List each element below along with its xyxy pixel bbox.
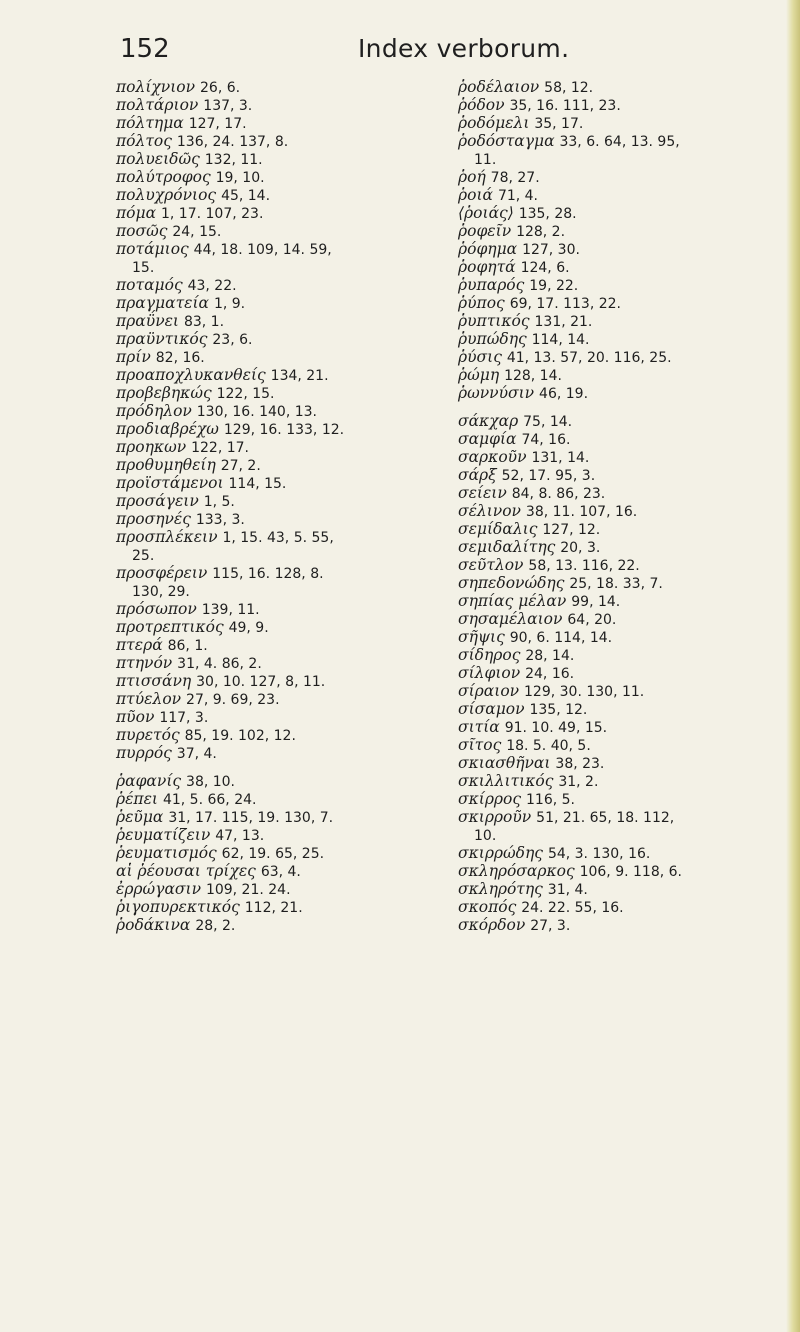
entry-headword: προσφέρειν [116,564,208,582]
index-entry [116,474,446,492]
index-entry [116,294,446,312]
entry-headword: πτηνόν [116,654,173,672]
entry-references: 86, 1. [167,638,208,654]
entry-headword: πρόσωπον [116,600,197,618]
entry-headword: ῥοδέλαιον [458,78,540,96]
entry-headword: ῥέπει [116,790,159,808]
entry-references: 1, 9. [213,296,246,312]
entry-references: 41, 5. 66, 24. [162,792,257,808]
index-entry [458,384,768,402]
index-entry [458,150,768,168]
entry-headword: σίδηρος [458,646,521,664]
entry-references: 136, 24. 137, 8. [176,134,289,150]
index-entry [116,600,446,618]
index-entry [458,114,768,132]
entry-references: 128, 2. [516,224,566,240]
entry-headword: πῦον [116,708,155,726]
entry-references: 58, 13. 116, 22. [528,558,640,574]
entry-references: 27, 2. [220,458,261,474]
entry-headword: ῥοδόσταγμα [458,132,555,150]
entry-headword: σίλφιον [458,664,521,682]
index-entry [116,312,446,330]
entry-references: 44, 18. 109, 14. 59, [193,242,332,258]
entry-headword: ῥόδον [458,96,505,114]
entry-references: 122, 15. [216,386,275,402]
entry-references: 135, 28. [518,206,577,222]
index-entry [116,708,446,726]
entry-headword: πρίν [116,348,151,366]
entry-references: 133, 3. [195,512,245,528]
entry-references: 106, 9. 118, 6. [579,864,682,880]
entry-headword: πραγματεία [116,294,210,312]
index-entry [116,790,446,808]
entry-references: 52, 17. 95, 3. [501,468,596,484]
entry-references: 23, 6. [212,332,253,348]
entry-headword: προτρεπτικός [116,618,224,636]
index-entry [458,222,768,240]
entry-headword: προϊστάμενοι [116,474,224,492]
index-entry [458,312,768,330]
index-entry [116,862,446,880]
index-entry [116,510,446,528]
entry-references: 124, 6. [520,260,570,276]
entry-headword: πυρετός [116,726,180,744]
entry-references: 46, 19. [539,386,589,402]
entry-references: 112, 21. [244,900,303,916]
page-header [120,34,750,70]
page-edge [786,0,800,1332]
entry-references: 28, 14. [525,648,575,664]
entry-references: 1, 5. [203,494,235,510]
entry-references: 99, 14. [571,594,621,610]
index-entry [116,240,446,258]
entry-references: 11. [474,152,497,168]
entry-headword: ῥευματισμός [116,844,217,862]
entry-headword: ῥοδάκινα [116,916,191,934]
entry-references: 130, 29. [132,584,190,600]
entry-references: 45, 14. [221,188,271,204]
entry-headword: σείειν [458,484,507,502]
entry-references: 82, 16. [155,350,205,366]
entry-references: 74, 16. [521,432,571,448]
entry-references: 116, 5. [526,792,575,808]
index-entry [116,898,446,916]
entry-headword: πραΰνει [116,312,180,330]
index-entry [116,150,446,168]
index-entry [458,448,768,466]
index-entry [116,916,446,934]
index-entry [116,222,446,240]
index-entry [458,700,768,718]
index-entry [116,546,446,564]
entry-references: 26, 6. [200,80,241,96]
index-entry [116,672,446,690]
entry-references: 47, 13. [215,828,265,844]
entry-references: 25. [132,548,155,564]
entry-references: 139, 11. [201,602,260,618]
index-entry [116,880,446,898]
entry-references: 20, 3. [560,540,601,556]
entry-references: 30, 10. 127, 8, 11. [196,674,326,690]
entry-references: 109, 21. 24. [205,882,291,898]
entry-headword: πόμα [116,204,157,222]
index-entry [116,456,446,474]
entry-headword: προσάγειν [116,492,199,510]
index-entry [458,276,768,294]
entry-headword: σκίρρος [458,790,522,808]
index-entry [458,294,768,312]
entry-references: 129, 16. 133, 12. [223,422,345,438]
entry-references: 58, 12. [544,80,594,96]
entry-references: 117, 3. [159,710,209,726]
index-entry [116,402,446,420]
index-entry [116,132,446,150]
entry-references: 31, 17. 115, 19. 130, 7. [168,810,334,826]
entry-headword: σκιασθῆναι [458,754,551,772]
index-entry [116,726,446,744]
index-column-left [116,78,446,934]
entry-references: 24. 22. 55, 16. [521,900,624,916]
entry-headword: πολυειδῶς [116,150,200,168]
index-entry [116,654,446,672]
index-entry [458,772,768,790]
index-entry [458,132,768,150]
entry-references: 115, 16. 128, 8. [212,566,324,582]
index-entry [116,528,446,546]
entry-references: 91. 10. 49, 15. [504,720,608,736]
entry-references: 51, 21. 65, 18. 112, [536,810,675,826]
entry-headword: προδιαβρέχω [116,420,219,438]
entry-headword: ῥυπτικός [458,312,530,330]
index-entry [458,520,768,538]
entry-references: 38, 11. 107, 16. [525,504,638,520]
entry-references: 122, 17. [191,440,249,456]
entry-headword: σκιρροῦν [458,808,532,826]
running-title: Index verborum. [358,34,570,63]
entry-references: 28, 2. [195,918,236,934]
index-entry [458,682,768,700]
index-entry [458,736,768,754]
entry-headword: σκόρδον [458,916,526,934]
entry-headword: πολίχνιον [116,78,196,96]
index-entry [116,186,446,204]
entry-references: 64, 20. [567,612,617,628]
entry-headword: πτισσάνη [116,672,192,690]
entry-headword: σηπίας μέλαν [458,592,567,610]
index-entry [116,348,446,366]
entry-headword: σεμίδαλις [458,520,538,538]
entry-headword: πολυχρόνιος [116,186,217,204]
index-entry [116,96,446,114]
entry-headword: προθυμηθείη [116,456,216,474]
entry-headword: ῥοιά [458,186,493,204]
entry-references: 83, 1. [183,314,225,330]
entry-headword: ῥιγοπυρεκτικός [116,898,240,916]
index-entry [458,592,768,610]
entry-references: 37, 4. [176,746,217,762]
index-entry [116,276,446,294]
entry-headword: ῥόφημα [458,240,518,258]
entry-headword: ῥύπος [458,294,505,312]
entry-headword: πολτάριον [116,96,199,114]
index-entry [458,240,768,258]
index-entry [116,438,446,456]
index-entry [458,862,768,880]
entry-headword: πραϋντικός [116,330,208,348]
index-entry [458,646,768,664]
entry-references: 18. 5. 40, 5. [506,738,591,754]
entry-references: 49, 9. [228,620,269,636]
index-entry [458,186,768,204]
entry-headword: σκιλλιτικός [458,772,554,790]
index-entry [116,258,446,276]
entry-references: 43, 22. [187,278,237,294]
entry-references: 35, 16. 111, 23. [509,98,621,114]
entry-references: 38, 10. [186,774,236,790]
entry-references: 10. [474,828,497,844]
entry-headword: ῥοδόμελι [458,114,530,132]
entry-headword: ποταμός [116,276,183,294]
entry-references: 114, 15. [228,476,287,492]
entry-references: 38, 23. [555,756,605,772]
entry-references: 1, 15. 43, 5. 55, [222,530,334,546]
entry-references: 135, 12. [529,702,588,718]
entry-headword: ῥαφανίς [116,772,182,790]
entry-headword: σιτία [458,718,500,736]
entry-references: 63, 4. [260,864,301,880]
entry-references: 137, 3. [203,98,253,114]
index-entry [116,744,446,762]
entry-headword: προαποχλυκανθείς [116,366,266,384]
index-entry [116,114,446,132]
entry-references: 71, 4. [497,188,539,204]
entry-references: 75, 14. [523,414,573,430]
entry-headword: σκιρρώδης [458,844,543,862]
entry-headword: πολύτροφος [116,168,211,186]
entry-headword: πυρρός [116,744,172,762]
entry-headword: πτύελον [116,690,182,708]
entry-references: 131, 14. [531,450,590,466]
index-entry [116,772,446,790]
entry-headword: ῥεῦμα [116,808,164,826]
index-entry [458,628,768,646]
entry-headword: ῥωννύσιν [458,384,535,402]
entry-headword: σεῦτλον [458,556,524,574]
index-entry [458,826,768,844]
index-entry [116,492,446,510]
index-entry [458,916,768,934]
entry-references: 129, 30. 130, 11. [524,684,645,700]
entry-headword: ῥώμη [458,366,500,384]
index-entry [116,636,446,654]
index-entry [458,898,768,916]
entry-references: 27, 3. [530,918,571,934]
entry-headword: σαμφία [458,430,517,448]
entry-headword: ποτάμιος [116,240,189,258]
entry-headword: σηπεδονώδης [458,574,565,592]
entry-references: 41, 13. 57, 20. 116, 25. [506,350,672,366]
entry-references: 15. [132,260,155,276]
index-entry [116,366,446,384]
index-entry [116,78,446,96]
entry-headword: ῥύσις [458,348,502,366]
index-entry [116,844,446,862]
entry-headword: σέλινον [458,502,521,520]
entry-references: 24, 16. [525,666,575,682]
index-entry [116,420,446,438]
entry-references: 19, 22. [529,278,579,294]
entry-references: 78, 27. [490,170,540,186]
entry-references: 127, 17. [188,116,247,132]
entry-headword: σῆψις [458,628,505,646]
page-number: 152 [120,34,170,64]
index-entry [458,610,768,628]
index-entry [116,690,446,708]
index-entry [116,808,446,826]
entry-headword: πόλτημα [116,114,184,132]
index-entry [116,618,446,636]
index-entry [458,168,768,186]
entry-headword: αἱ ῥέουσαι τρίχες [116,862,256,880]
entry-references: 132, 11. [204,152,263,168]
index-entry [458,484,768,502]
index-entry [458,96,768,114]
index-entry [458,330,768,348]
entry-references: 90, 6. 114, 14. [509,630,613,646]
entry-headword: ποσῶς [116,222,168,240]
index-entry [116,204,446,222]
entry-references: 54, 3. 130, 16. [547,846,651,862]
entry-references: 128, 14. [504,368,562,384]
index-entry [458,718,768,736]
index-entry [458,78,768,96]
index-entry [458,880,768,898]
entry-references: 131, 21. [534,314,593,330]
index-entry [458,574,768,592]
index-entry [458,348,768,366]
entry-headword: σαρκοῦν [458,448,527,466]
index-entry [458,556,768,574]
entry-headword: σῖτος [458,736,502,754]
entry-references: 31, 2. [558,774,599,790]
entry-headword: σάρξ [458,466,497,484]
index-entry [458,412,768,430]
entry-references: 134, 21. [270,368,329,384]
entry-headword: προσηνές [116,510,191,528]
entry-references: 31, 4. [547,882,588,898]
index-column-right [458,78,768,934]
entry-headword: σκληρόσαρκος [458,862,575,880]
entry-headword: σησαμέλαιον [458,610,563,628]
index-entry [458,204,768,222]
entry-headword: σκληρότης [458,880,543,898]
index-entry [458,538,768,556]
index-entry [458,790,768,808]
entry-references: 35, 17. [534,116,584,132]
entry-headword: ῥοφητά [458,258,516,276]
index-entry [458,258,768,276]
entry-headword: ⟨ῥοιάς⟩ [458,204,514,222]
entry-headword: ἐρρώγασιν [116,880,201,898]
index-entry [458,466,768,484]
entry-references: 62, 19. 65, 25. [221,846,325,862]
entry-references: 27, 9. 69, 23. [186,692,280,708]
entry-headword: πρόδηλον [116,402,192,420]
entry-headword: ῥυπώδης [458,330,527,348]
entry-references: 24, 15. [172,224,222,240]
entry-headword: ῥευματίζειν [116,826,211,844]
entry-references: 33, 6. 64, 13. 95, [559,134,680,150]
entry-references: 127, 12. [542,522,601,538]
index-entry [458,754,768,772]
index-entry [116,384,446,402]
entry-headword: προηκων [116,438,187,456]
index-entry [116,330,446,348]
index-entry [116,564,446,582]
entry-headword: ῥυπαρός [458,276,525,294]
entry-references: 31, 4. 86, 2. [177,656,262,672]
entry-references: 69, 17. 113, 22. [509,296,622,312]
entry-headword: προβεβηκώς [116,384,212,402]
entry-headword: σίραιον [458,682,520,700]
entry-headword: σίσαμον [458,700,525,718]
index-entry [116,826,446,844]
entry-headword: ῥοφεῖν [458,222,512,240]
index-entry [458,366,768,384]
index-entry [116,168,446,186]
entry-references: 114, 14. [531,332,590,348]
entry-headword: ῥοή [458,168,486,186]
entry-headword: πτερά [116,636,163,654]
entry-headword: πόλτος [116,132,172,150]
index-entry [458,430,768,448]
entry-headword: σάκχαρ [458,412,519,430]
index-entry [458,502,768,520]
entry-references: 85, 19. 102, 12. [184,728,296,744]
entry-references: 84, 8. 86, 23. [511,486,606,502]
entry-headword: προσπλέκειν [116,528,218,546]
entry-references: 19, 10. [215,170,265,186]
entry-references: 25, 18. 33, 7. [569,576,663,592]
entry-references: 127, 30. [522,242,580,258]
index-entry [458,664,768,682]
index-entry [458,808,768,826]
entry-headword: σκοπός [458,898,517,916]
index-entry [458,844,768,862]
entry-references: 130, 16. 140, 13. [196,404,317,420]
entry-references: 1, 17. 107, 23. [161,206,264,222]
entry-headword: σεμιδαλίτης [458,538,556,556]
index-entry [116,582,446,600]
